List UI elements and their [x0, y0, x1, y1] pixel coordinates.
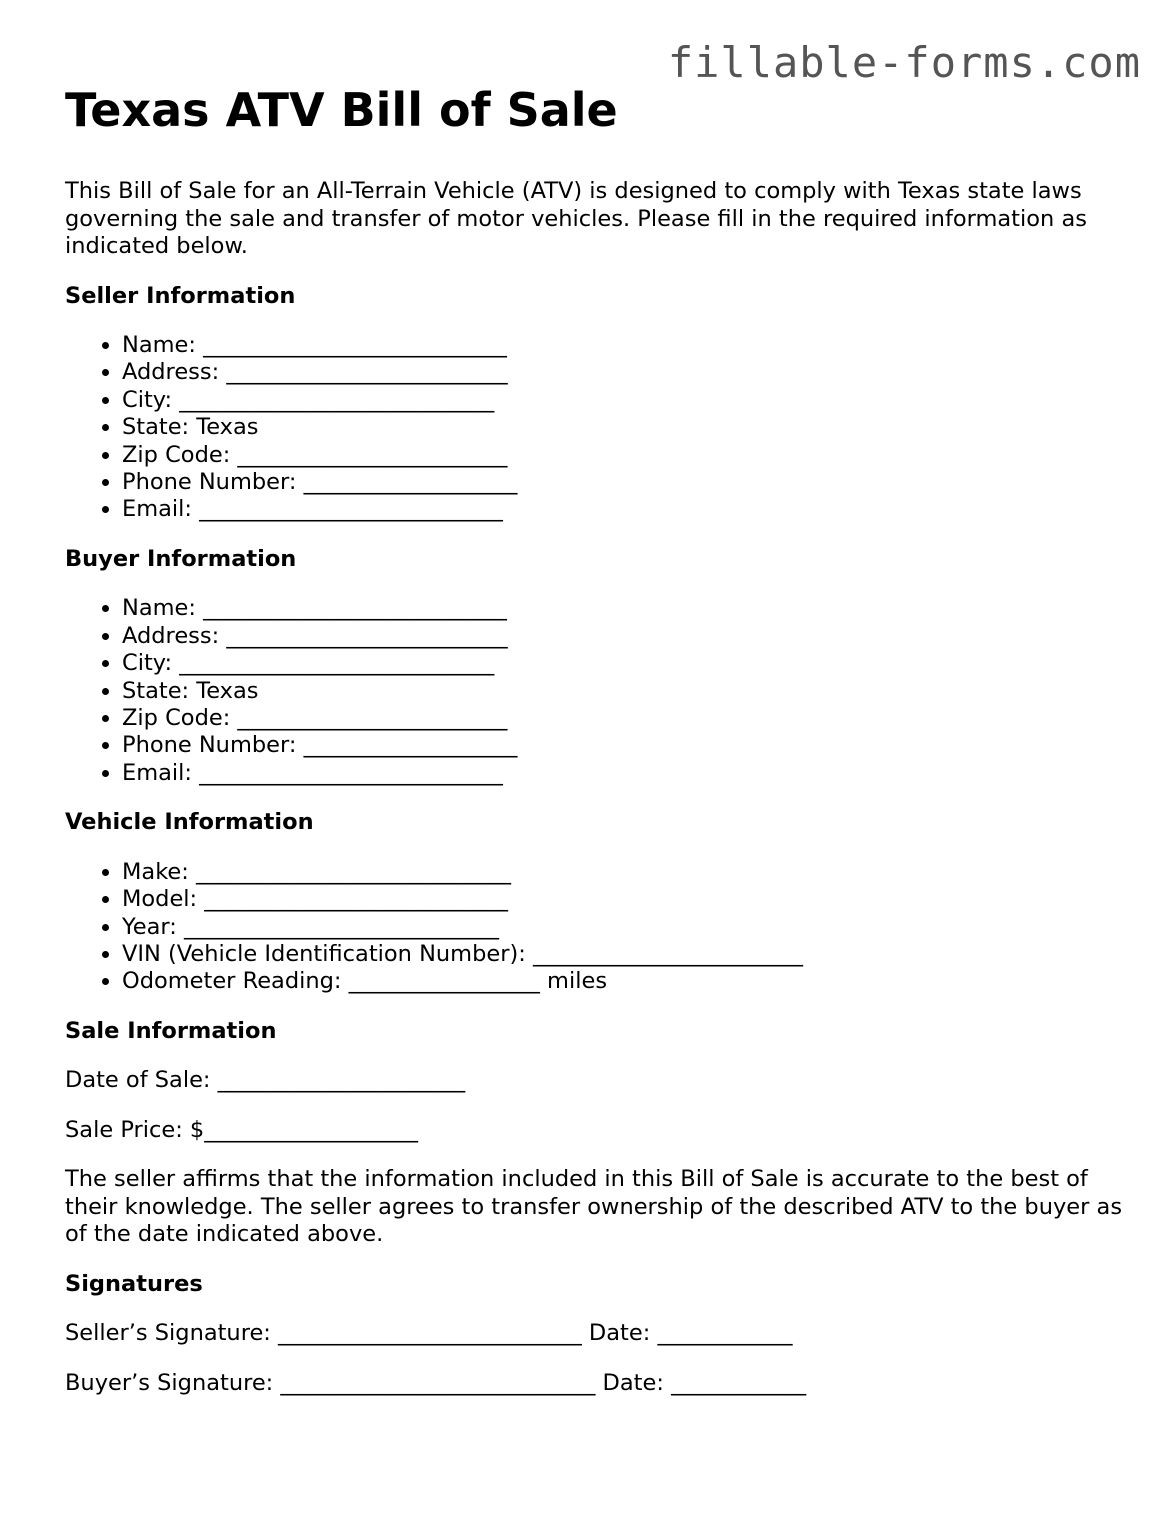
- seller-signature-field[interactable]: Seller’s Signature: ___________________________ Date: ____________: [65, 1320, 793, 1347]
- vehicle-odometer-field[interactable]: • Odometer Reading: _________________ miles: [122, 968, 1125, 995]
- seller-phone-field[interactable]: • Phone Number: ___________________: [122, 469, 1125, 496]
- seller-city-field[interactable]: • City: ____________________________: [122, 387, 1125, 414]
- intro-paragraph: This Bill of Sale for an All-Terrain Vehicle (ATV) is designed to comply with Texas state laws governing the sale and transfer of motor vehicles. Please fill in the required information as indicated below.: [65, 178, 1087, 259]
- vehicle-heading: Vehicle Information: [65, 809, 314, 836]
- buyer-list: [65, 595, 1125, 787]
- sale-price-field[interactable]: Sale Price: $___________________: [65, 1116, 419, 1143]
- buyer-email-field[interactable]: • Email: ___________________________: [122, 760, 1125, 787]
- watermark: fillable-forms.com: [667, 38, 1141, 87]
- buyer-state-field: • State: Texas: [122, 678, 1125, 705]
- page-title: Texas ATV Bill of Sale: [65, 83, 618, 137]
- vehicle-vin-field[interactable]: • VIN (Vehicle Identification Number): ________________________: [122, 941, 1125, 968]
- seller-list: [65, 332, 1125, 524]
- buyer-city-field[interactable]: • City: ____________________________: [122, 650, 1125, 677]
- buyer-address-field[interactable]: • Address: _________________________: [122, 623, 1125, 650]
- buyer-heading: Buyer Information: [65, 545, 297, 572]
- signatures-heading: Signatures: [65, 1270, 203, 1297]
- vehicle-year-field[interactable]: • Year: ____________________________: [122, 914, 1125, 941]
- seller-address-field[interactable]: • Address: _________________________: [122, 359, 1125, 386]
- sale-date-field[interactable]: Date of Sale: ______________________: [65, 1067, 466, 1094]
- sale-heading: Sale Information: [65, 1017, 277, 1044]
- vehicle-list: [65, 859, 1125, 996]
- affirmation-paragraph: The seller affirms that the information included in this Bill of Sale is accurate to the best of their knowledge. The seller agrees to transfer ownership of the described ATV to the buyer as of the date indicated above.: [65, 1166, 1123, 1248]
- seller-heading: Seller Information: [65, 282, 296, 309]
- seller-zip-field[interactable]: • Zip Code: ________________________: [122, 442, 1125, 469]
- vehicle-make-field[interactable]: • Make: ____________________________: [122, 859, 1125, 886]
- seller-name-field[interactable]: • Name: ___________________________: [122, 332, 1125, 359]
- buyer-phone-field[interactable]: • Phone Number: ___________________: [122, 732, 1125, 759]
- buyer-signature-field[interactable]: Buyer’s Signature: ____________________________ Date: ____________: [65, 1369, 807, 1396]
- buyer-name-field[interactable]: • Name: ___________________________: [122, 595, 1125, 622]
- seller-state-field: • State: Texas: [122, 414, 1125, 441]
- vehicle-model-field[interactable]: • Model: ___________________________: [122, 886, 1125, 913]
- buyer-zip-field[interactable]: • Zip Code: ________________________: [122, 705, 1125, 732]
- document-page: [65, 80, 1125, 1419]
- seller-email-field[interactable]: • Email: ___________________________: [122, 496, 1125, 523]
